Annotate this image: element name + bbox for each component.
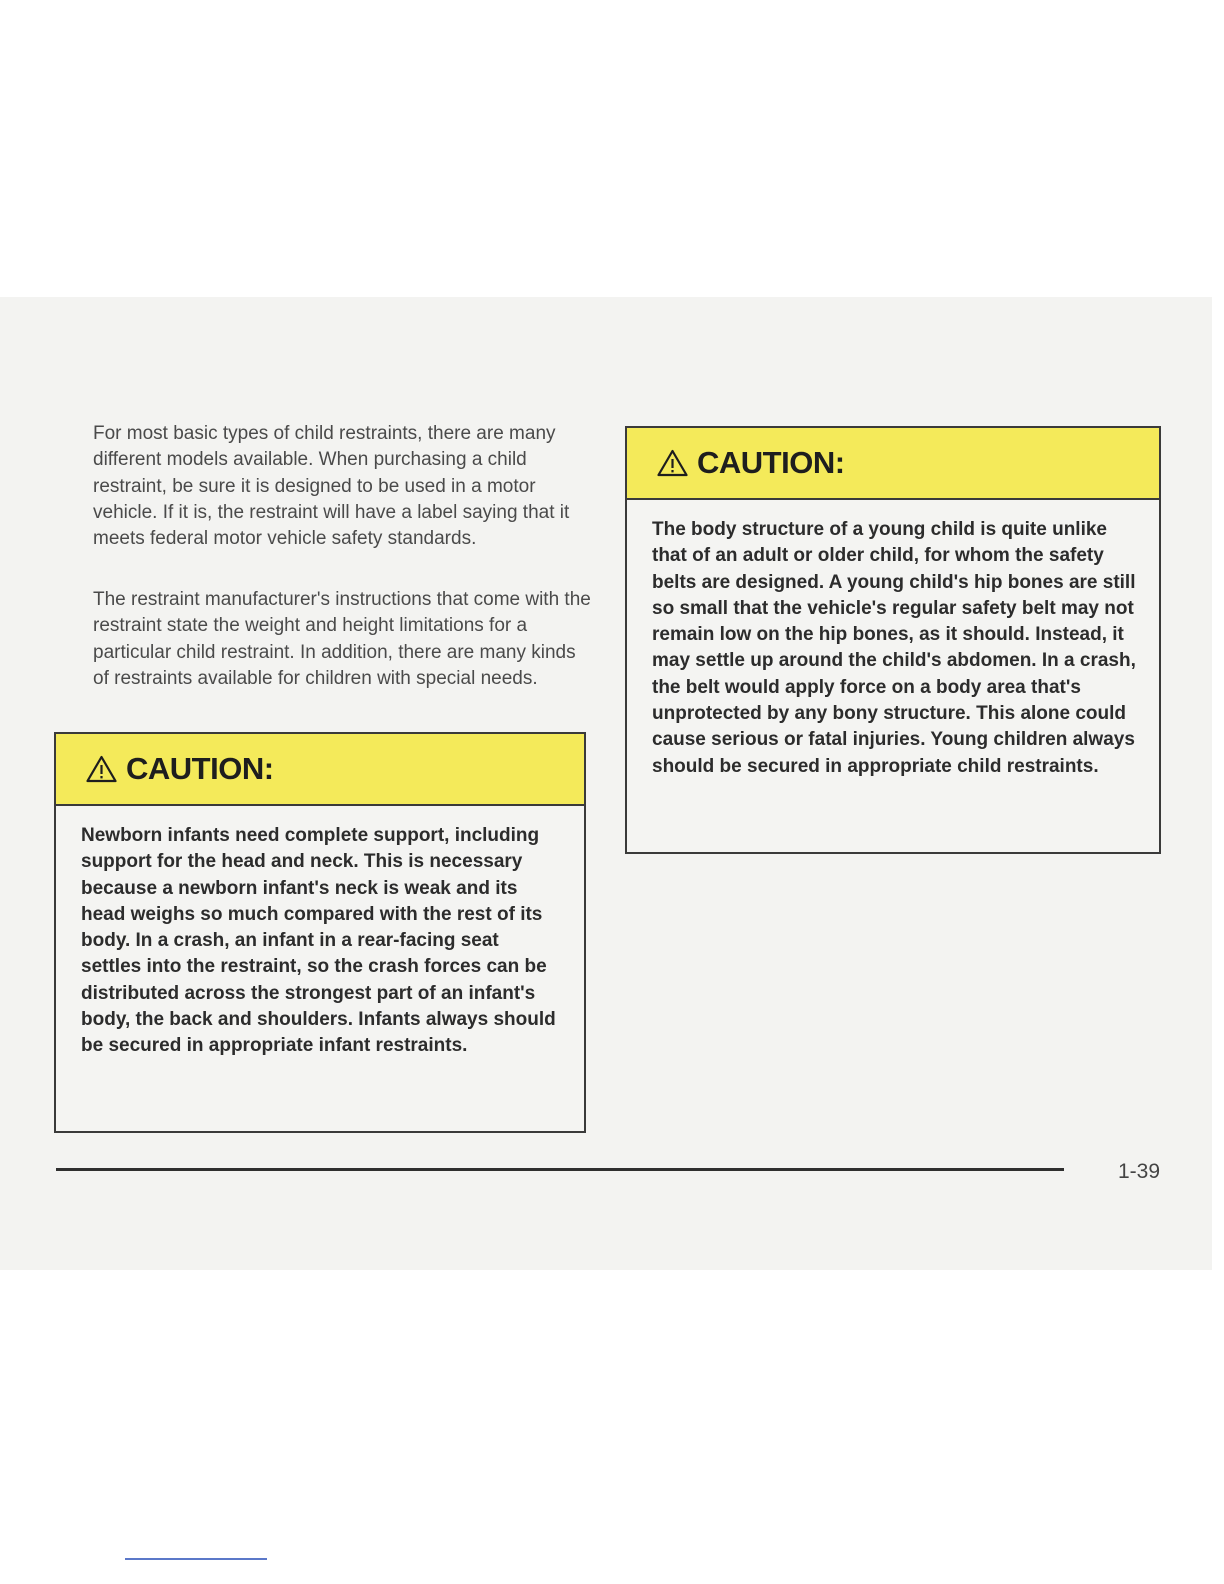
blue-underline-mark — [125, 1558, 267, 1560]
caution-header — [56, 734, 584, 806]
body-paragraph: For most basic types of child restraints, there are many different models available. When purchasing a child restraint, be sure it is designed to be used in a motor vehicle. If it is, the restraint will have a label saying that it meets federal motor vehicle safety standards. — [93, 423, 570, 550]
caution-box — [625, 426, 1161, 854]
warning-triangle-icon — [657, 449, 688, 477]
caution-title: CAUTION: — [126, 751, 274, 786]
body-paragraph: The restraint manufacturer's instructions that come with the restraint state the weight and height limitations for a particular child restraint. In addition, there are many kinds of restraints available for children with special needs. — [93, 589, 591, 689]
caution-text: Newborn infants need complete support, including support for the head and neck. This is necessary because a newborn infant's neck is weak and its head weighs so much compared with the rest of its body. In a crash, an infant in a rear-facing seat settles into the restraint, so the crash forces can be distributed across the strongest part of an infant's body, the back and shoulders. Infants always should be secured in appropriate infant restraints. — [81, 825, 556, 1057]
page-number: 1-39 — [1118, 1160, 1161, 1183]
warning-triangle-icon — [86, 755, 117, 783]
caution-text: The body structure of a young child is quite unlike that of an adult or older child, for whom the safety belts are designed. A young child's hip bones are still so small that the vehicle's regular safety belt may not remain low on the hip bones, as it should. Instead, it may settle up around the child's abdomen. In a crash, the belt would apply force on a body area that's unprotected by any bony structure. This alone could cause serious or fatal injuries. Young children always should be secured in appropriate child restraints. — [652, 519, 1136, 777]
caution-box — [54, 732, 586, 1133]
caution-header — [627, 428, 1159, 500]
caution-title: CAUTION: — [697, 445, 845, 480]
footer-rule — [56, 1168, 1064, 1171]
